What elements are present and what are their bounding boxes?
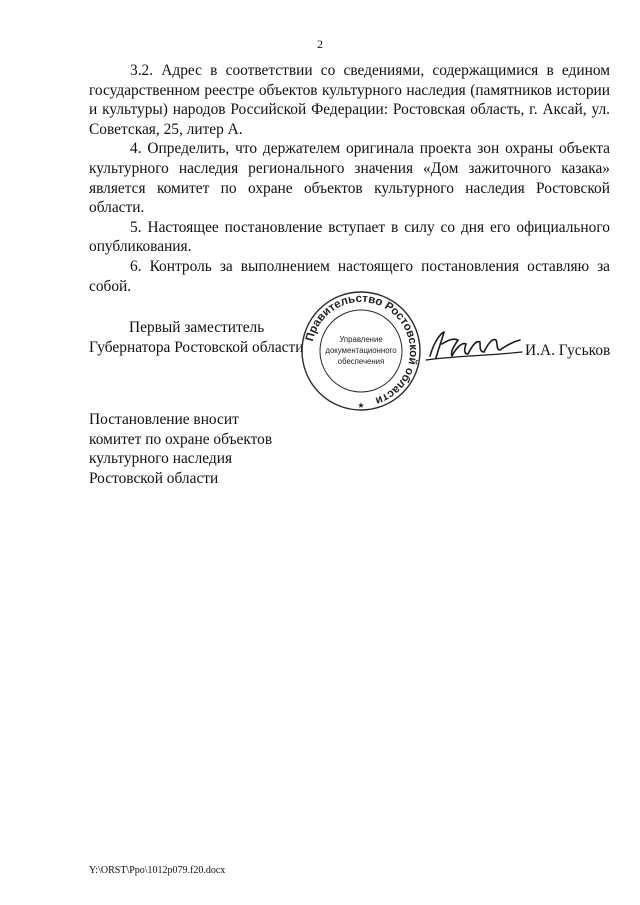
seal-ring-text: Правительство Ростовской области [304,292,420,407]
file-path-footer: Y:\ORST\Ppo\1012p079.f20.docx [89,865,226,876]
seal-star-icon: ★ [357,401,365,410]
submitter-note-line-1: Постановление вносит [89,411,239,428]
seal-center-line-3: обеспечения [337,357,385,366]
official-seal [300,290,422,412]
submitter-note-line-3: культурного наследия [89,450,233,468]
page-number: 2 [317,37,323,51]
handwritten-signature [424,322,524,366]
signatory-title-line-1: Первый заместитель [129,319,265,336]
decree-body [89,61,610,296]
paragraph-4: 4. Определить, что держателем оригинала проекта зон охраны объекта культурного наследия регионального значения «Дом зажиточного казака» является комитет по охране объектов культурного наследия Ростовской области. [89,140,610,217]
seal-center-line-1: Управление [339,335,383,344]
signatory-title-line-2: Губернатора Ростовской области [89,338,304,356]
paragraph-5: 5. Настоящее постановление вступает в силу со дня его официального опубликования. [89,218,610,256]
paragraph-3-2: 3.2. Адрес в соответствии со сведениями, содержащимися в едином государственном реестре объектов культурного наследия (памятников истории и культуры) народов Российской Федерации: Ростовская область, г. Аксай, ул. Советская, 25, литер А. [89,62,610,138]
paragraph-6: 6. Контроль за выполнением настоящего постановления оставляю за собой. [89,257,610,295]
signatory-title [89,318,303,357]
signer-name: И.А. Гуськов [525,342,611,359]
seal-center-line-2: документационного [325,346,397,355]
submitter-note-line-2: комитет по охране объектов [89,430,273,448]
submitter-note-line-4: Ростовской области [89,469,219,487]
submitter-note [89,410,272,488]
